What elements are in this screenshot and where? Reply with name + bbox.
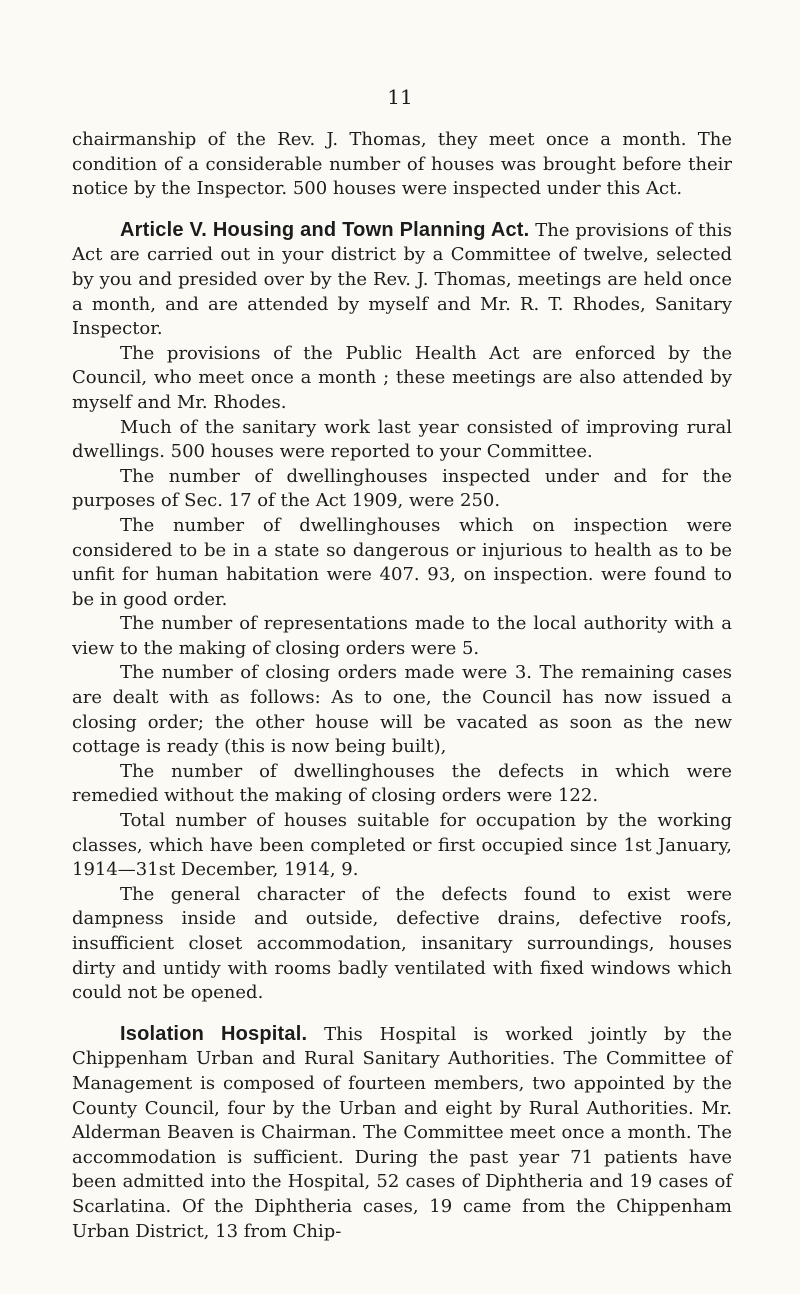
isolation-hospital-paragraph bbox=[72, 1022, 732, 1244]
article-v-para-4: The number of dwellinghouses which on inspection were considered to be in a state so dangerous or injurious to health as to be unfit for human habitation were 407. 93, on inspection. were found to be in good order. bbox=[72, 514, 732, 610]
article-v-para-1: The provisions of the Public Health Act are enforced by the Council, who meet once a month ; these meetings are also attended by myself and Mr. Rhodes. bbox=[72, 342, 732, 413]
article-v-lead: The provisions of this Act are carried out in your district by a Committee of twelve, selected by you and presided over by the Rev. J. Thomas, meetings are held once a month, and are attended by myself and Mr. R. T. Rhodes, Sanitary Inspector. bbox=[72, 219, 732, 340]
page-number: 11 bbox=[387, 85, 413, 109]
article-v-para-3: The number of dwellinghouses inspected under and for the purposes of Sec. 17 of the Act 1909, were 250. bbox=[72, 465, 732, 512]
article-v-para-2: Much of the sanitary work last year consisted of improving rural dwellings. 500 houses were reported to your Committee. bbox=[72, 416, 732, 463]
article-v-para-8: Total number of houses suitable for occupation by the working classes, which have been completed or first occupied since 1st January, 1914—31st December, 1914, 9. bbox=[72, 810, 732, 881]
article-v-para-5: The number of representations made to the local authority with a view to the making of closing orders were 5. bbox=[72, 613, 732, 659]
intro-paragraph: chairmanship of the Rev. J. Thomas, they meet once a month. The condition of a considerable number of houses was brought before their notice by the Inspector. 500 houses were inspected under this Act. bbox=[72, 129, 732, 200]
isolation-hospital-text: This Hospital is worked jointly by the Chippenham Urban and Rural Sanitary Authorities. The Committee of Management is composed of fourteen members, two appointed by the County Council, four by the Urban and eight by Rural Authorities. Mr. Alderman Beaven is Chairman. The Committee meet once a month. The accommodation is sufficient. During the past year 71 patients have been admitted into the Hospital, 52 cases of Diphtheria and 19 cases of Scarlatina. Of the Diphtheria cases, 19 came from the Chippenham Urban District, 13 from Chip- bbox=[72, 1023, 732, 1242]
article-v-para-9: The general character of the defects found to exist were dampness inside and outside, defective drains, defective roofs, insufficient closet accommodation, insanitary surroundings, houses dirty and untidy with rooms badly ventilated with fixed windows which could not be opened. bbox=[72, 883, 732, 1004]
article-v-heading: Article V. Housing and Town Planning Act. bbox=[120, 218, 530, 241]
article-v-para-7: The number of dwellinghouses the defects in which were remedied without the making of closing orders were 122. bbox=[72, 760, 732, 807]
article-v-paragraph bbox=[72, 218, 732, 342]
article-v-para-6: The number of closing orders made were 3. The remaining cases are dealt with as follows: As to one, the Council has now issued a closing order; the other house will be vacated as soon as the new cottage is ready (this is now being built), bbox=[72, 662, 732, 758]
isolation-hospital-heading: Isolation Hospital. bbox=[120, 1022, 308, 1045]
body-text bbox=[72, 128, 732, 1244]
